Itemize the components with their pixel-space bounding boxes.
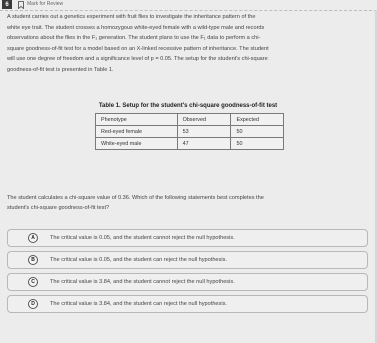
passage: [7, 12, 369, 76]
question-line: student's chi-square goodness-of-fit test?: [7, 204, 110, 211]
passage-line: white eye trait. The student crosses a homozygous white-eyed female with a wild-type male and records: [7, 24, 265, 31]
passage-line: A student carries out a genetics experiment with fruit flies to investigate the inheritance pattern of the: [7, 14, 256, 20]
option-text: The critical value is 0.05, and the student cannot reject the null hypothesis.: [50, 235, 235, 241]
table-cell: 53: [177, 126, 231, 138]
column-header: Observed: [177, 114, 231, 126]
table-cell: 47: [177, 138, 231, 150]
table-header-row: [96, 114, 284, 126]
answer-option-d[interactable]: [7, 295, 368, 313]
option-letter: A: [28, 233, 38, 243]
passage-line: observations about the flies in the F₁ generation. The student plans to use the F₁ data to perform a chi-: [7, 35, 261, 42]
answer-option-a[interactable]: [7, 229, 368, 247]
option-text: The critical value is 3.84, and the student cannot reject the null hypothesis.: [50, 279, 235, 285]
answer-option-b[interactable]: [7, 251, 368, 269]
option-text: The critical value is 3.84, and the student can reject the null hypothesis.: [50, 301, 227, 307]
column-header: Expected: [231, 114, 284, 126]
bookmark-icon[interactable]: [18, 1, 24, 9]
answer-option-c[interactable]: [7, 273, 368, 291]
table-cell: 50: [231, 138, 284, 150]
table-cell: 50: [231, 126, 284, 138]
passage-line: square goodness-of-fit test for a model based on an X-linked recessive pattern of inheritance. The student: [7, 45, 269, 52]
question-text: [7, 194, 369, 213]
question-number: 6: [2, 0, 12, 9]
mark-for-review-label[interactable]: Mark for Review: [27, 1, 64, 7]
table-caption: Table 1. Setup for the student's chi-square goodness-of-fit test: [98, 103, 278, 109]
passage-line: will use one degree of freedom and a significance level of p = 0.05. The setup for the student's chi-square: [7, 56, 268, 63]
option-text: The critical value is 0.05, and the student can reject the null hypothesis.: [50, 257, 227, 263]
question-header: [0, 0, 377, 10]
passage-line: goodness-of-fit test is presented in Table 1.: [7, 66, 114, 73]
option-letter: C: [28, 277, 38, 287]
header-divider: [0, 10, 377, 11]
table-cell: Red-eyed female: [96, 126, 178, 138]
data-table: [95, 113, 284, 150]
table-cell: White-eyed male: [96, 138, 178, 150]
table-row: [96, 126, 284, 138]
option-letter: D: [28, 299, 38, 309]
question-line: The student calculates a chi-square value of 0.36. Which of the following statements best completes the: [7, 195, 264, 201]
option-letter: B: [28, 255, 38, 265]
column-header: Phenotype: [96, 114, 178, 126]
table-row: [96, 138, 284, 150]
